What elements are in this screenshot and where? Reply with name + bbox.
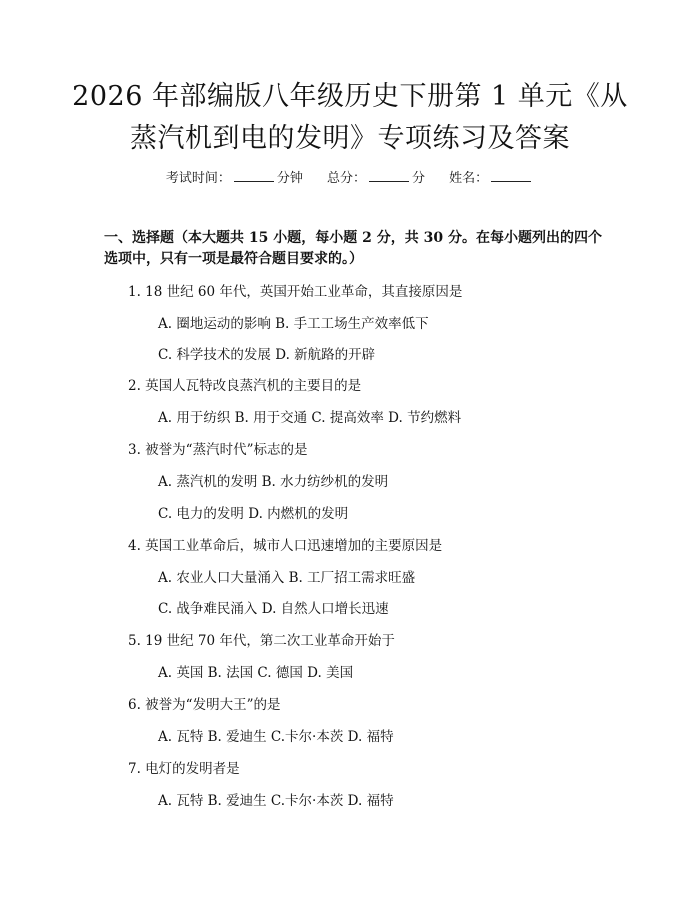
question-7-stem: 7. 电灯的发明者是	[128, 761, 240, 777]
question-4-options-line-2: C. 战争难民涌入 D. 自然人口增长迅速	[158, 601, 389, 617]
question-3-options-line-2: C. 电力的发明 D. 内燃机的发明	[158, 506, 349, 522]
exam-time	[166, 171, 303, 186]
question-6-stem: 6. 被誉为“发明大王”的是	[128, 697, 281, 713]
exam-score-blank	[369, 168, 409, 182]
question-5-options-line-1: A. 英国 B. 法国 C. 德国 D. 美国	[158, 665, 354, 681]
question-1-options-line-2: C. 科学技术的发展 D. 新航路的开辟	[158, 347, 376, 363]
question-2-stem: 2. 英国人瓦特改良蒸汽机的主要目的是	[128, 378, 362, 394]
document-title-line-1: 2026 年部编版八年级历史下册第 1 单元《从	[72, 81, 628, 112]
exam-time-label: 考试时间：	[165, 171, 231, 186]
document-title-line-2: 蒸汽机到电的发明》专项练习及答案	[130, 123, 570, 154]
exam-score	[327, 171, 425, 186]
question-1-stem: 1. 18 世纪 60 年代，英国开始工业革命，其直接原因是	[128, 284, 463, 300]
exam-info	[0, 168, 700, 188]
exam-time-unit: 分钟	[276, 171, 303, 186]
exam-time-blank	[234, 168, 274, 182]
question-1-options-line-1: A. 圈地运动的影响 B. 手工工场生产效率低下	[158, 316, 429, 332]
question-3-stem: 3. 被誉为“蒸汽时代”标志的是	[128, 442, 308, 458]
question-4-stem: 4. 英国工业革命后，城市人口迅速增加的主要原因是	[128, 538, 443, 554]
exam-name	[449, 171, 534, 186]
question-4-options-line-1: A. 农业人口大量涌入 B. 工厂招工需求旺盛	[158, 570, 416, 586]
question-7-options-line-1: A. 瓦特 B. 爱迪生 C.卡尔·本茨 D. 福特	[158, 793, 394, 809]
question-2-options-line-1: A. 用于纺织 B. 用于交通 C. 提高效率 D. 节约燃料	[158, 410, 462, 426]
exam-name-label: 姓名：	[449, 171, 489, 186]
exam-score-label: 总分：	[326, 171, 366, 186]
question-3-options-line-1: A. 蒸汽机的发明 B. 水力纺纱机的发明	[158, 474, 389, 490]
question-5-stem: 5. 19 世纪 70 年代，第二次工业革命开始于	[128, 633, 395, 649]
exam-score-unit: 分	[412, 171, 426, 186]
question-6-options-line-1: A. 瓦特 B. 爱迪生 C.卡尔·本茨 D. 福特	[158, 729, 394, 745]
section-heading: 一、选择题（本大题共 15 小题，每小题 2 分，共 30 分。在每小题列出的四个选项中，只有一项是最符合题目要求的。）	[104, 230, 602, 267]
exam-name-blank	[491, 168, 531, 182]
